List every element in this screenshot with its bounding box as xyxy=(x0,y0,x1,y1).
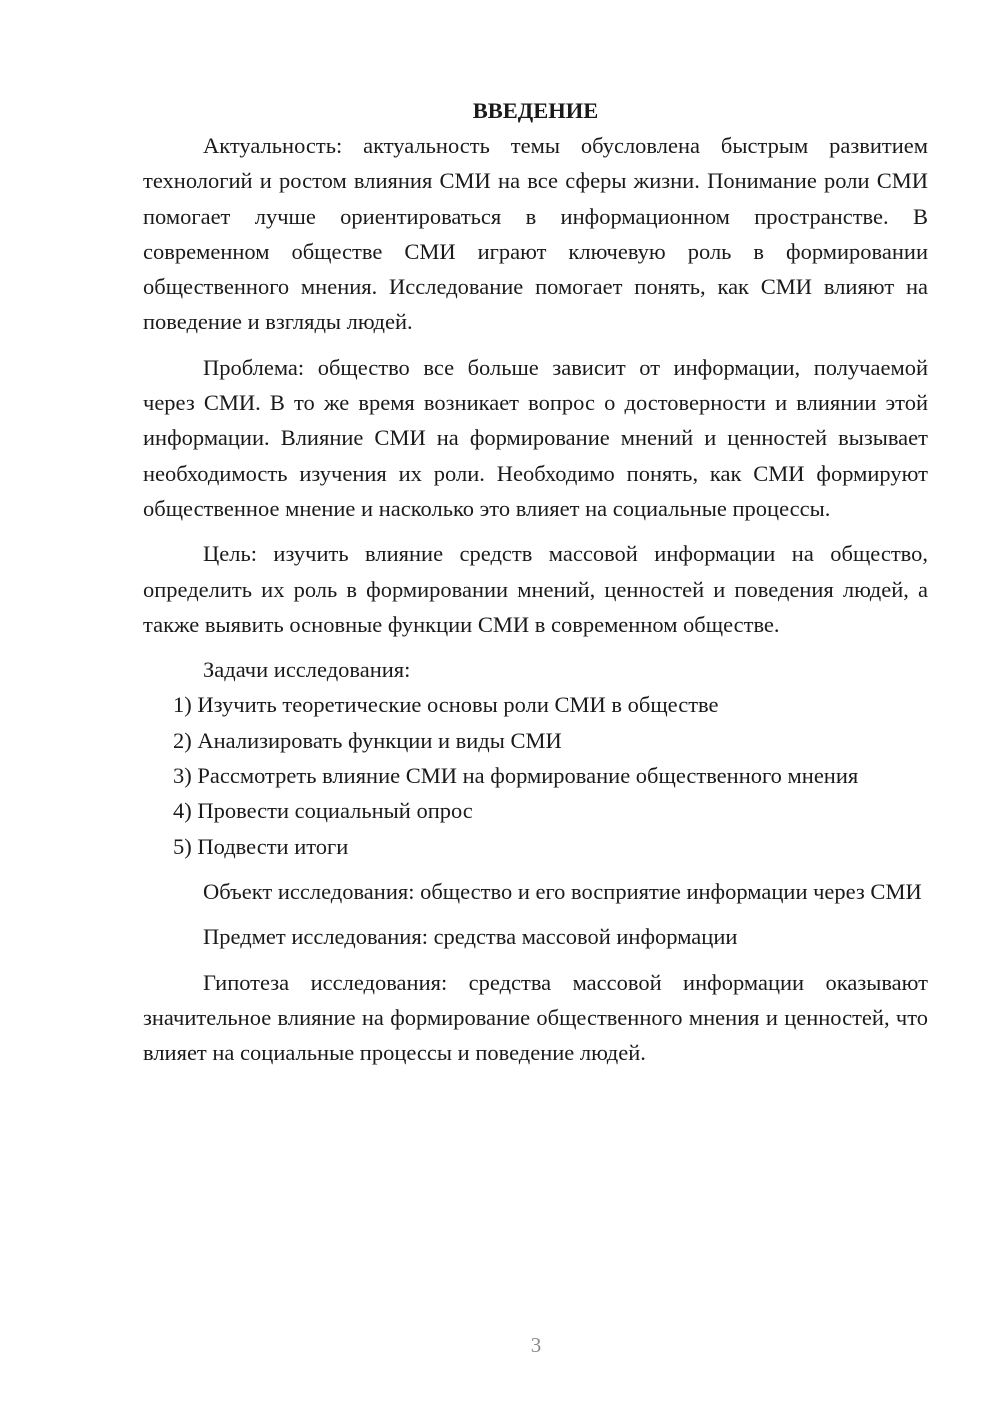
tasks-heading: Задачи исследования: xyxy=(203,657,411,683)
page-number: 3 xyxy=(530,1333,542,1357)
task-item-4: 4) Провести социальный опрос xyxy=(173,798,473,824)
task-item-3: 3) Рассмотреть влияние СМИ на формирование общественного мнения xyxy=(173,763,859,789)
task-item-5: 5) Подвести итоги xyxy=(173,833,349,859)
paragraph-problem: Проблема: общество все больше зависит от информации, получаемой через СМИ. В то же время возникает вопрос о достоверности и влиянии этой информации. Влияние СМИ на формирование мнений и ценностей вызывает необходимость изучения их роли. Необходимо понять, как СМИ формируют общественное мнение и насколько это влияет на социальные процессы. xyxy=(143,354,928,521)
document-body xyxy=(143,93,928,1070)
task-item-1: 1) Изучить теоретические основы роли СМИ в обществе xyxy=(173,692,719,718)
paragraph-object: Объект исследования: общество и его восприятие информации через СМИ xyxy=(203,878,922,904)
paragraph-relevance: Актуальность: актуальность темы обусловлена быстрым развитием технологий и ростом влияния СМИ на все сферы жизни. Понимание роли СМИ помогает лучше ориентироваться в информационном пространстве. В современном обществе СМИ играют ключевую роль в формировании общественного мнения. Исследование помогает понять, как СМИ влияют на поведение и взгляды людей. xyxy=(143,133,928,335)
task-item-2: 2) Анализировать функции и виды СМИ xyxy=(173,727,562,753)
paragraph-goal: Цель: изучить влияние средств массовой информации на общество, определить их роль в формировании мнений, ценностей и поведения людей, а также выявить основные функции СМИ в современном обществе. xyxy=(143,541,928,637)
paragraph-subject: Предмет исследования: средства массовой информации xyxy=(203,924,738,950)
paragraph-hypothesis: Гипотеза исследования: средства массовой информации оказывают значительное влияние на формирование общественного мнения и ценностей, что влияет на социальные процессы и поведение людей. xyxy=(143,969,928,1066)
section-title: ВВЕДЕНИЕ xyxy=(472,98,599,123)
